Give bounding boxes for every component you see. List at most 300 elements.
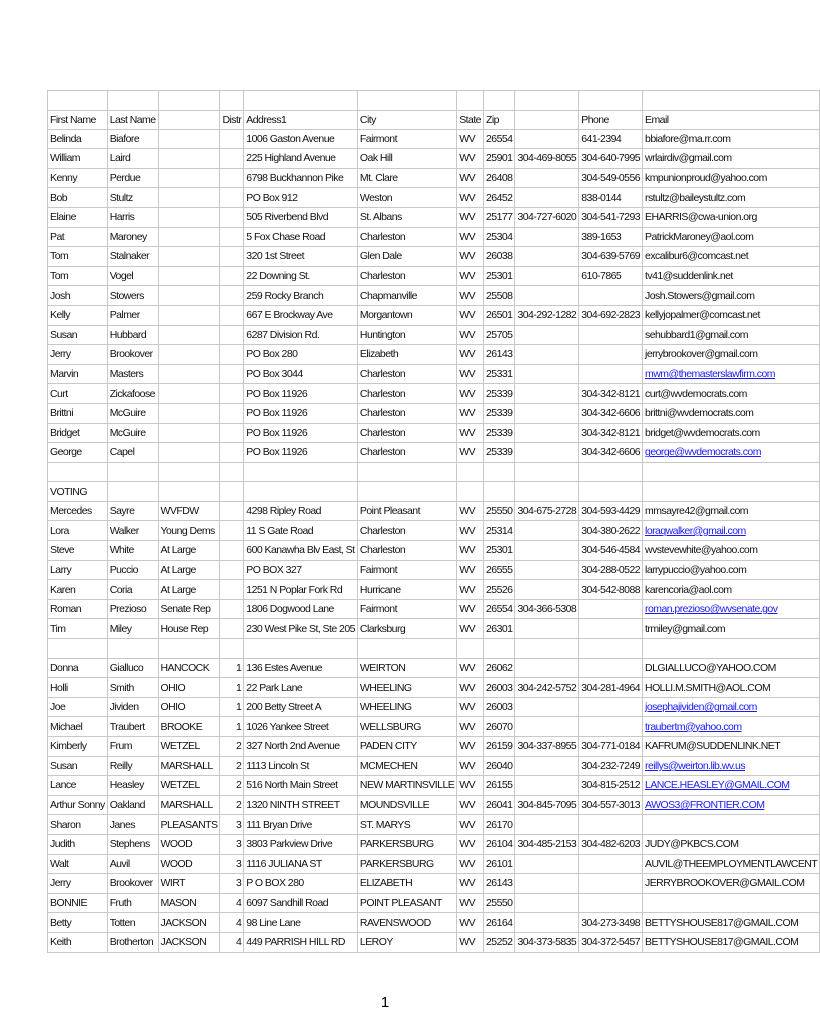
phone-cell: 304-342-8121: [579, 423, 643, 443]
state-cell: WV: [457, 168, 484, 188]
county-cell: WIRT: [158, 874, 220, 894]
phone-alt-cell: [515, 874, 579, 894]
state-cell: State: [457, 110, 484, 129]
last-name-cell: Palmer: [107, 305, 158, 325]
city-cell: [357, 91, 456, 111]
last-name-cell: Stalnaker: [107, 247, 158, 267]
phone-cell: 641-2394: [579, 129, 643, 149]
district-cell: [220, 168, 244, 188]
county-cell: [158, 168, 220, 188]
email-cell[interactable]: loraqwalker@gmail.com: [643, 521, 820, 541]
last-name-cell: White: [107, 541, 158, 561]
last-name-cell: Prezioso: [107, 599, 158, 619]
first-name-cell: Belinda: [48, 129, 108, 149]
email-cell[interactable]: george@wvdemocrats.com: [643, 443, 820, 463]
last-name-cell: [107, 639, 158, 659]
table-row: [48, 129, 820, 149]
first-name-cell: VOTING: [48, 482, 108, 502]
phone-alt-cell: [515, 658, 579, 678]
city-cell: Elizabeth: [357, 345, 456, 365]
last-name-cell: Biafore: [107, 129, 158, 149]
district-cell: [220, 188, 244, 208]
phone-cell: [579, 717, 643, 737]
first-name-cell: Arthur Sonny: [48, 795, 108, 815]
zip-cell: 26143: [483, 874, 514, 894]
last-name-cell: Brookover: [107, 874, 158, 894]
county-cell: [158, 149, 220, 169]
email-cell: curt@wvdemocrats.com: [643, 384, 820, 404]
district-cell: [220, 384, 244, 404]
district-cell: [220, 149, 244, 169]
phone-alt-cell: [515, 188, 579, 208]
first-name-cell: [48, 91, 108, 111]
county-cell: Young Dems: [158, 521, 220, 541]
district-cell: 2: [220, 795, 244, 815]
phone-alt-cell: 304-366-5308: [515, 599, 579, 619]
district-cell: [220, 91, 244, 111]
first-name-cell: Holli: [48, 678, 108, 698]
last-name-cell: Heasley: [107, 776, 158, 796]
county-cell: JACKSON: [158, 932, 220, 952]
table-row: [48, 854, 820, 874]
zip-cell: 26554: [483, 129, 514, 149]
first-name-cell: Pat: [48, 227, 108, 247]
state-cell: WV: [457, 384, 484, 404]
first-name-cell: Elaine: [48, 207, 108, 227]
phone-alt-cell: 304-242-5752: [515, 678, 579, 698]
email-cell: bbiafore@ma.rr.com: [643, 129, 820, 149]
state-cell: WV: [457, 599, 484, 619]
district-cell: 1: [220, 658, 244, 678]
zip-cell: 25314: [483, 521, 514, 541]
phone-alt-cell: 304-845-7095: [515, 795, 579, 815]
table-row: [48, 795, 820, 815]
county-cell: [158, 266, 220, 286]
address-cell: [244, 482, 358, 502]
first-name-cell: Jerry: [48, 874, 108, 894]
phone-cell: [579, 854, 643, 874]
phone-alt-cell: [515, 639, 579, 659]
first-name-cell: Joe: [48, 697, 108, 717]
email-cell: [643, 815, 820, 835]
county-cell: MARSHALL: [158, 795, 220, 815]
phone-cell: 304-482-6203: [579, 834, 643, 854]
zip-cell: 26170: [483, 815, 514, 835]
zip-cell: 25550: [483, 501, 514, 521]
county-cell: [158, 462, 220, 482]
email-cell: AUVIL@THEEMPLOYMENTLAWCENT: [643, 854, 820, 874]
zip-cell: 25339: [483, 443, 514, 463]
table-row: [48, 697, 820, 717]
zip-cell: 25339: [483, 403, 514, 423]
table-row: [48, 423, 820, 443]
header-row: [48, 110, 820, 129]
state-cell: WV: [457, 129, 484, 149]
city-cell: PARKERSBURG: [357, 854, 456, 874]
table-row: [48, 560, 820, 580]
first-name-cell: Brittni: [48, 403, 108, 423]
address-cell: 1320 NINTH STREET: [244, 795, 358, 815]
first-name-cell: [48, 639, 108, 659]
county-cell: [158, 110, 220, 129]
last-name-cell: Stowers: [107, 286, 158, 306]
last-name-cell: Perdue: [107, 168, 158, 188]
first-name-cell: First Name: [48, 110, 108, 129]
state-cell: WV: [457, 266, 484, 286]
phone-alt-cell: 304-485-2153: [515, 834, 579, 854]
city-cell: Hurricane: [357, 580, 456, 600]
city-cell: WEIRTON: [357, 658, 456, 678]
phone-cell: 304-342-8121: [579, 384, 643, 404]
first-name-cell: BONNIE: [48, 893, 108, 913]
state-cell: WV: [457, 815, 484, 835]
address-cell: 505 Riverbend Blvd: [244, 207, 358, 227]
zip-cell: 26003: [483, 678, 514, 698]
phone-cell: 304-541-7293: [579, 207, 643, 227]
district-cell: [220, 639, 244, 659]
city-cell: WELLSBURG: [357, 717, 456, 737]
city-cell: PARKERSBURG: [357, 834, 456, 854]
email-cell: wvstevewhite@yahoo.com: [643, 541, 820, 561]
table-row: [48, 874, 820, 894]
address-cell: [244, 639, 358, 659]
phone-cell: [579, 639, 643, 659]
zip-cell: 25508: [483, 286, 514, 306]
table-row: [48, 403, 820, 423]
table-row: [48, 599, 820, 619]
email-cell[interactable]: reillys@weirton.lib.wv.us: [643, 756, 820, 776]
district-cell: [220, 599, 244, 619]
city-cell: Charleston: [357, 403, 456, 423]
table-row: [48, 345, 820, 365]
phone-cell: [579, 874, 643, 894]
address-cell: 225 Highland Avenue: [244, 149, 358, 169]
last-name-cell: Walker: [107, 521, 158, 541]
state-cell: [457, 91, 484, 111]
county-cell: [158, 443, 220, 463]
email-cell: [643, 462, 820, 482]
address-cell: 320 1st Street: [244, 247, 358, 267]
phone-alt-cell: [515, 286, 579, 306]
district-cell: [220, 580, 244, 600]
state-cell: WV: [457, 913, 484, 933]
district-cell: [220, 541, 244, 561]
first-name-cell: Tom: [48, 266, 108, 286]
email-cell[interactable]: LANCE.HEASLEY@GMAIL.COM: [643, 776, 820, 796]
county-cell: WVFDW: [158, 501, 220, 521]
address-cell: 1026 Yankee Street: [244, 717, 358, 737]
city-cell: Charleston: [357, 541, 456, 561]
district-cell: [220, 521, 244, 541]
phone-cell: 304-546-4584: [579, 541, 643, 561]
zip-cell: 26070: [483, 717, 514, 737]
spreadsheet-table: [47, 90, 820, 953]
phone-alt-cell: [515, 384, 579, 404]
state-cell: WV: [457, 580, 484, 600]
county-cell: MASON: [158, 893, 220, 913]
city-cell: ELIZABETH: [357, 874, 456, 894]
zip-cell: 26159: [483, 737, 514, 757]
county-cell: House Rep: [158, 619, 220, 639]
phone-alt-cell: [515, 266, 579, 286]
phone-cell: [579, 462, 643, 482]
city-cell: [357, 639, 456, 659]
address-cell: 1251 N Poplar Fork Rd: [244, 580, 358, 600]
district-cell: 3: [220, 815, 244, 835]
last-name-cell: Auvil: [107, 854, 158, 874]
phone-alt-cell: [515, 521, 579, 541]
first-name-cell: Tom: [48, 247, 108, 267]
county-cell: [158, 129, 220, 149]
zip-cell: 25301: [483, 541, 514, 561]
address-cell: PO Box 11926: [244, 443, 358, 463]
last-name-cell: Sayre: [107, 501, 158, 521]
table-row: [48, 521, 820, 541]
county-cell: [158, 345, 220, 365]
district-cell: [220, 325, 244, 345]
address-cell: 5 Fox Chase Road: [244, 227, 358, 247]
county-cell: Senate Rep: [158, 599, 220, 619]
last-name-cell: Maroney: [107, 227, 158, 247]
address-cell: 22 Park Lane: [244, 678, 358, 698]
address-cell: 259 Rocky Branch: [244, 286, 358, 306]
last-name-cell: Smith: [107, 678, 158, 698]
zip-cell: 26408: [483, 168, 514, 188]
phone-cell: [579, 482, 643, 502]
district-cell: [220, 286, 244, 306]
last-name-cell: Jividen: [107, 697, 158, 717]
county-cell: [158, 423, 220, 443]
email-cell[interactable]: mwm@themasterslawfirm.com: [643, 364, 820, 384]
last-name-cell: Harris: [107, 207, 158, 227]
state-cell: WV: [457, 247, 484, 267]
district-cell: 1: [220, 678, 244, 698]
table-row: [48, 207, 820, 227]
email-cell: larrypuccio@yahoo.com: [643, 560, 820, 580]
zip-cell: 26040: [483, 756, 514, 776]
phone-alt-cell: [515, 756, 579, 776]
last-name-cell: Fruth: [107, 893, 158, 913]
email-cell: BETTYSHOUSE817@GMAIL.COM: [643, 932, 820, 952]
city-cell: WHEELING: [357, 697, 456, 717]
address-cell: PO Box 912: [244, 188, 358, 208]
zip-cell: 25339: [483, 384, 514, 404]
last-name-cell: [107, 91, 158, 111]
last-name-cell: [107, 482, 158, 502]
county-cell: [158, 325, 220, 345]
city-cell: LEROY: [357, 932, 456, 952]
email-cell[interactable]: traubertm@yahoo.com: [643, 717, 820, 737]
district-cell: [220, 423, 244, 443]
city-cell: Morgantown: [357, 305, 456, 325]
phone-alt-cell: 304-373-5835: [515, 932, 579, 952]
zip-cell: 26301: [483, 619, 514, 639]
phone-cell: 304-342-6606: [579, 443, 643, 463]
phone-cell: [579, 599, 643, 619]
phone-cell: [579, 815, 643, 835]
phone-cell: [579, 893, 643, 913]
zip-cell: 25550: [483, 893, 514, 913]
last-name-cell: Stephens: [107, 834, 158, 854]
phone-alt-cell: 304-675-2728: [515, 501, 579, 521]
district-cell: [220, 462, 244, 482]
email-cell: BETTYSHOUSE817@GMAIL.COM: [643, 913, 820, 933]
county-cell: WOOD: [158, 854, 220, 874]
phone-alt-cell: [515, 854, 579, 874]
email-cell[interactable]: josephajividen@gmail.com: [643, 697, 820, 717]
phone-alt-cell: 304-727-6020: [515, 207, 579, 227]
zip-cell: 26041: [483, 795, 514, 815]
county-cell: JACKSON: [158, 913, 220, 933]
zip-cell: [483, 462, 514, 482]
county-cell: OHIO: [158, 678, 220, 698]
first-name-cell: Sharon: [48, 815, 108, 835]
district-cell: [220, 619, 244, 639]
phone-cell: 304-232-7249: [579, 756, 643, 776]
district-cell: [220, 560, 244, 580]
county-cell: [158, 286, 220, 306]
table-row: [48, 834, 820, 854]
county-cell: BROOKE: [158, 717, 220, 737]
email-cell: JERRYBROOKOVER@GMAIL.COM: [643, 874, 820, 894]
email-cell: [643, 893, 820, 913]
table-row: [48, 541, 820, 561]
table-row: [48, 815, 820, 835]
email-cell: [643, 91, 820, 111]
state-cell: WV: [457, 345, 484, 365]
address-cell: 111 Bryan Drive: [244, 815, 358, 835]
email-cell[interactable]: roman.prezioso@wvsenate.gov: [643, 599, 820, 619]
last-name-cell: Laird: [107, 149, 158, 169]
district-cell: Distr: [220, 110, 244, 129]
city-cell: MOUNDSVILLE: [357, 795, 456, 815]
zip-cell: 25304: [483, 227, 514, 247]
table-row: [48, 932, 820, 952]
phone-alt-cell: [515, 443, 579, 463]
last-name-cell: Coria: [107, 580, 158, 600]
phone-alt-cell: [515, 403, 579, 423]
phone-alt-cell: [515, 168, 579, 188]
phone-cell: 304-549-0556: [579, 168, 643, 188]
first-name-cell: [48, 462, 108, 482]
last-name-cell: Vogel: [107, 266, 158, 286]
zip-cell: 26155: [483, 776, 514, 796]
last-name-cell: Last Name: [107, 110, 158, 129]
table-row: [48, 188, 820, 208]
district-cell: [220, 207, 244, 227]
phone-cell: 304-281-4964: [579, 678, 643, 698]
phone-alt-cell: [515, 325, 579, 345]
phone-cell: 304-380-2622: [579, 521, 643, 541]
address-cell: 230 West Pike St, Ste 205: [244, 619, 358, 639]
county-cell: [158, 247, 220, 267]
email-cell: Email: [643, 110, 820, 129]
county-cell: [158, 364, 220, 384]
email-cell: [643, 482, 820, 502]
last-name-cell: Brotherton: [107, 932, 158, 952]
city-cell: PADEN CITY: [357, 737, 456, 757]
first-name-cell: Karen: [48, 580, 108, 600]
city-cell: RAVENSWOOD: [357, 913, 456, 933]
district-cell: [220, 227, 244, 247]
state-cell: WV: [457, 305, 484, 325]
first-name-cell: Steve: [48, 541, 108, 561]
state-cell: WV: [457, 834, 484, 854]
city-cell: Charleston: [357, 384, 456, 404]
state-cell: WV: [457, 149, 484, 169]
blank-row: [48, 91, 820, 111]
city-cell: Charleston: [357, 266, 456, 286]
district-cell: [220, 266, 244, 286]
district-cell: [220, 345, 244, 365]
zip-cell: 26101: [483, 854, 514, 874]
district-cell: [220, 364, 244, 384]
address-cell: 6097 Sandhill Road: [244, 893, 358, 913]
phone-alt-cell: [515, 227, 579, 247]
zip-cell: 25705: [483, 325, 514, 345]
table-row: [48, 364, 820, 384]
last-name-cell: [107, 462, 158, 482]
county-cell: [158, 403, 220, 423]
table-row: [48, 658, 820, 678]
district-cell: 4: [220, 893, 244, 913]
phone-alt-cell: [515, 717, 579, 737]
address-cell: Address1: [244, 110, 358, 129]
city-cell: [357, 462, 456, 482]
address-cell: P O BOX 280: [244, 874, 358, 894]
city-cell: Charleston: [357, 521, 456, 541]
email-cell: kellyjopalmer@comcast.net: [643, 305, 820, 325]
zip-cell: 26143: [483, 345, 514, 365]
email-cell: sehubbard1@gmail.com: [643, 325, 820, 345]
last-name-cell: Janes: [107, 815, 158, 835]
phone-cell: [579, 364, 643, 384]
table-row: [48, 619, 820, 639]
county-cell: MARSHALL: [158, 756, 220, 776]
first-name-cell: George: [48, 443, 108, 463]
county-cell: HANCOCK: [158, 658, 220, 678]
county-cell: WOOD: [158, 834, 220, 854]
zip-cell: 25301: [483, 266, 514, 286]
phone-alt-cell: [515, 776, 579, 796]
first-name-cell: Betty: [48, 913, 108, 933]
email-cell[interactable]: AWOS3@FRONTIER.COM: [643, 795, 820, 815]
address-cell: PO Box 11926: [244, 423, 358, 443]
first-name-cell: Roman: [48, 599, 108, 619]
zip-cell: 25526: [483, 580, 514, 600]
county-cell: [158, 384, 220, 404]
email-cell: KAFRUM@SUDDENLINK.NET: [643, 737, 820, 757]
phone-cell: 304-640-7995: [579, 149, 643, 169]
phone-alt-cell: [515, 697, 579, 717]
phone-cell: 838-0144: [579, 188, 643, 208]
district-cell: [220, 129, 244, 149]
table-row: [48, 737, 820, 757]
address-cell: 667 E Brockway Ave: [244, 305, 358, 325]
address-cell: [244, 462, 358, 482]
phone-cell: Phone: [579, 110, 643, 129]
state-cell: WV: [457, 188, 484, 208]
state-cell: WV: [457, 678, 484, 698]
email-cell: [643, 639, 820, 659]
phone-cell: 304-593-4429: [579, 501, 643, 521]
zip-cell: 26501: [483, 305, 514, 325]
phone-cell: 304-639-5769: [579, 247, 643, 267]
city-cell: [357, 482, 456, 502]
address-cell: 6798 Buckhannon Pike: [244, 168, 358, 188]
district-cell: [220, 443, 244, 463]
first-name-cell: Larry: [48, 560, 108, 580]
